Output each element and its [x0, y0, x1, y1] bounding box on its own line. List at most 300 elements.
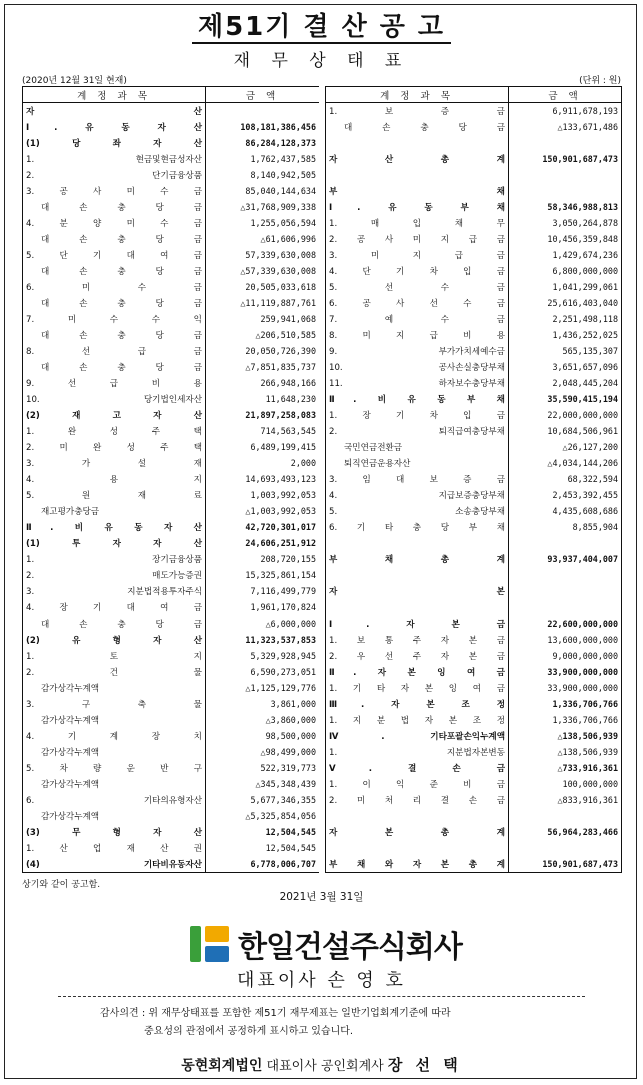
table-row [326, 199, 622, 215]
account-amount: 1,336,706,766 [552, 714, 618, 725]
account-name: 1. 장기금융상품 [23, 551, 206, 567]
account-amount: 57,339,630,008 [245, 250, 316, 261]
table-row [326, 551, 622, 567]
table-row [23, 311, 320, 327]
account-name: 2. 미 처 리 결 손 금 [326, 792, 509, 808]
unit-label: (단위 : 원) [579, 76, 621, 86]
table-row [326, 583, 622, 599]
account-name: 2. 퇴직급여충당부채 [326, 423, 509, 439]
account-amount: 8,855,904 [572, 522, 618, 533]
account-amount: 14,693,493,123 [245, 474, 316, 485]
ceo-name: 대표이사 손 영 호 [237, 970, 406, 991]
table-row [326, 375, 622, 391]
auditor-title: 대표이사 공인회계사 [266, 1059, 384, 1074]
account-amount: 1,003,992,053 [250, 490, 316, 501]
table-row [326, 359, 622, 375]
account-amount: △4,034,144,206 [547, 458, 618, 469]
account-amount: △26,127,200 [562, 442, 618, 453]
account-amount [509, 135, 622, 151]
account-amount: △6,000,000 [265, 618, 316, 629]
account-amount: 56,964,283,466 [547, 826, 618, 837]
account-name: (2) 재 고 자 산 [23, 407, 206, 423]
table-row [23, 551, 320, 567]
table-row [326, 311, 622, 327]
account-amount: 42,720,301,017 [245, 522, 316, 533]
account-name: Ⅱ. 비 유 동 부 채 [326, 391, 509, 407]
table-row [23, 247, 320, 263]
account-amount: 266,948,166 [260, 378, 316, 389]
account-name: 2. 건 물 [23, 664, 206, 680]
table-row [23, 231, 320, 247]
account-name: 4. 용 지 [23, 471, 206, 487]
account-amount: 11,323,537,853 [245, 634, 316, 645]
account-amount: △206,510,585 [255, 330, 316, 341]
account-amount: 13,600,000,000 [547, 634, 618, 645]
account-name: 감가상각누계액 [23, 776, 206, 792]
account-name: 2. 우 선 주 자 본 금 [326, 648, 509, 664]
account-amount [509, 535, 622, 551]
table-row [23, 583, 320, 599]
auditor-firm: 동현회계법인 [181, 1058, 263, 1074]
table-row [326, 840, 622, 856]
table-row [326, 471, 622, 487]
balance-sheet-right [325, 86, 622, 873]
account-amount: △11,119,887,761 [240, 298, 316, 309]
account-amount: 6,778,006,707 [206, 856, 320, 873]
account-amount [509, 583, 622, 599]
table-row [23, 680, 320, 696]
account-name: 대 손 충 당 금 [23, 327, 206, 343]
account-amount: 714,563,545 [260, 426, 316, 437]
balance-sheet [22, 86, 622, 873]
table-row [23, 744, 320, 760]
table-row [23, 632, 320, 648]
account-amount: 1,436,252,025 [552, 330, 618, 341]
account-name: Ⅰ. 유 동 자 산 [23, 119, 206, 135]
account-amount: 22,000,000,000 [547, 410, 618, 421]
account-name: 4. 분 양 미 수 금 [23, 215, 206, 231]
table-row [326, 776, 622, 792]
table-row [23, 183, 320, 199]
account-name: (1) 투 자 자 산 [23, 535, 206, 551]
table-row [326, 167, 622, 183]
account-name: 3. 지분법적용투자주식 [23, 583, 206, 599]
account-amount: 6,800,000,000 [552, 266, 618, 277]
account-amount: 2,048,445,204 [552, 378, 618, 389]
table-row [326, 439, 622, 455]
account-name: 10. 당기법인세자산 [23, 391, 206, 407]
account-name: 3. 구 축 물 [23, 696, 206, 712]
table-row [326, 696, 622, 712]
table-row [23, 119, 320, 135]
table-row [23, 135, 320, 151]
account-name: 3. 임 대 보 증 금 [326, 471, 509, 487]
account-name: 9. 선 급 비 용 [23, 375, 206, 391]
account-name: 5. 단 기 대 여 금 [23, 247, 206, 263]
account-name: 부 채 와 자 본 총 계 [326, 856, 509, 873]
account-name: 2. 매도가능증권 [23, 567, 206, 583]
account-name: 1. 이 익 준 비 금 [326, 776, 509, 792]
account-amount: 15,325,861,154 [245, 570, 316, 581]
account-amount: 25,616,403,040 [547, 298, 618, 309]
account-amount: 2,453,392,455 [552, 490, 618, 501]
column-header-amount: 금 액 [509, 87, 622, 103]
account-amount: 93,937,404,007 [547, 554, 618, 565]
account-amount: △98,499,000 [260, 746, 316, 757]
table-row [326, 680, 622, 696]
table-row [23, 455, 320, 471]
account-name: 5. 선 수 금 [326, 279, 509, 295]
page-subtitle: 재 무 상 태 표 [233, 51, 410, 71]
table-row [326, 664, 622, 680]
account-amount: 6,911,678,193 [552, 106, 618, 116]
table-row [23, 824, 320, 840]
account-amount [509, 167, 622, 183]
account-amount: △1,003,992,053 [245, 506, 316, 517]
account-name: 자 산 총 계 [326, 151, 509, 167]
notice-date: 2021년 3월 31일 [279, 891, 364, 903]
table-row [326, 103, 622, 120]
account-name: 감가상각누계액 [23, 744, 206, 760]
account-amount: 1,429,674,236 [552, 250, 618, 261]
table-row [326, 391, 622, 407]
account-amount: 20,505,033,618 [245, 282, 316, 293]
account-amount: 24,606,251,912 [245, 538, 316, 549]
table-row [23, 792, 320, 808]
account-name: 6. 기 타 충 당 부 채 [326, 519, 509, 535]
account-name: 4. 지급보증충당부채 [326, 487, 509, 503]
account-name: 5. 소송충당부채 [326, 503, 509, 519]
account-name: 3. 가 설 재 [23, 455, 206, 471]
table-row [23, 439, 320, 455]
account-name: 11. 하자보수충당부채 [326, 375, 509, 391]
account-amount: 20,050,726,390 [245, 346, 316, 357]
account-name: 10. 공사손실충당부채 [326, 359, 509, 375]
account-name: 9. 부가가치세예수금 [326, 343, 509, 359]
table-row [326, 343, 622, 359]
account-amount [509, 567, 622, 583]
account-name: Ⅰ. 유 동 부 채 [326, 199, 509, 215]
table-row [23, 151, 320, 167]
account-amount: 150,901,687,473 [509, 856, 622, 873]
account-amount: 208,720,155 [260, 554, 316, 565]
table-row [326, 263, 622, 279]
account-amount: △31,768,909,338 [240, 202, 316, 213]
account-name: Ⅲ. 자 본 조 정 [326, 696, 509, 712]
account-name: 5. 차 량 운 반 구 [23, 760, 206, 776]
account-amount: 5,677,346,355 [250, 794, 316, 805]
account-amount: 150,901,687,473 [542, 154, 618, 165]
account-name: 대 손 충 당 금 [23, 231, 206, 247]
account-amount: 21,897,258,083 [245, 410, 316, 421]
table-row [326, 231, 622, 247]
table-row [326, 215, 622, 231]
account-amount: 12,504,545 [265, 842, 316, 853]
table-row [326, 535, 622, 551]
company-logo [190, 922, 462, 966]
account-name: 7. 예 수 금 [326, 311, 509, 327]
account-name: 1. 현금및현금성자산 [23, 151, 206, 167]
account-name [326, 167, 509, 183]
account-amount: 565,135,307 [562, 346, 618, 357]
account-name [326, 567, 509, 583]
account-amount: 1,041,299,061 [552, 282, 618, 293]
table-row [326, 487, 622, 503]
account-name: 자 본 [326, 583, 509, 599]
account-amount: △133,671,486 [557, 122, 618, 133]
table-row [326, 712, 622, 728]
table-row [326, 616, 622, 632]
account-name [326, 840, 509, 856]
table-row [23, 519, 320, 535]
account-amount: 33,900,000,000 [547, 666, 618, 677]
account-amount: 86,284,128,373 [245, 138, 316, 149]
account-name: Ⅳ. 기타포괄손익누계액 [326, 728, 509, 744]
account-amount: 10,684,506,961 [547, 426, 618, 437]
table-row [23, 503, 320, 519]
account-name: 1. 매 입 채 무 [326, 215, 509, 231]
account-amount: 5,329,928,945 [250, 650, 316, 661]
notice-note: 상기와 같이 공고함. [22, 880, 101, 890]
table-row [326, 423, 622, 439]
account-amount: 259,941,068 [260, 314, 316, 325]
account-amount: 522,319,773 [260, 762, 316, 773]
table-row [23, 423, 320, 439]
table-row [23, 712, 320, 728]
audit-opinion-line2: 중요성의 관점에서 공정하게 표시하고 있습니다. [144, 1026, 354, 1037]
account-name: 3. 미 지 급 금 [326, 247, 509, 263]
account-amount: 4,435,608,686 [552, 506, 618, 517]
table-row [23, 263, 320, 279]
account-amount: 33,900,000,000 [547, 682, 618, 693]
account-name: (2) 유 형 자 산 [23, 632, 206, 648]
table-row [326, 455, 622, 471]
account-amount: 11,648,230 [265, 394, 316, 405]
table-row [23, 567, 320, 583]
table-row [326, 648, 622, 664]
account-name: 2. 단기금융상품 [23, 167, 206, 183]
table-row [326, 599, 622, 615]
account-name: 대 손 충 당 금 [23, 199, 206, 215]
account-amount: 3,651,657,096 [552, 362, 618, 373]
account-amount: 2,251,498,118 [552, 314, 618, 325]
account-name: 4. 장 기 대 여 금 [23, 599, 206, 615]
table-row [23, 391, 320, 407]
divider [58, 996, 585, 997]
account-name: 감가상각누계액 [23, 712, 206, 728]
table-row [23, 487, 320, 503]
account-amount: 68,322,594 [567, 474, 618, 485]
table-row [326, 295, 622, 311]
table-row [23, 167, 320, 183]
table-row [326, 247, 622, 263]
account-name: 대 손 충 당 금 [23, 295, 206, 311]
hanil-logo-icon [190, 926, 230, 962]
account-amount: 6,489,199,415 [250, 442, 316, 453]
account-name: Ⅴ. 결 손 금 [326, 760, 509, 776]
table-row [326, 119, 622, 135]
account-amount [509, 808, 622, 824]
account-name: (4) 기타비유동자산 [23, 856, 206, 873]
audit-opinion [100, 1005, 580, 1041]
account-amount: △1,125,129,776 [245, 682, 316, 693]
account-name: 자 산 [23, 103, 206, 120]
table-row [326, 824, 622, 840]
account-name: 대 손 충 당 금 [23, 263, 206, 279]
table-row [23, 648, 320, 664]
table-row [23, 103, 320, 120]
account-name: 1. 장 기 차 입 금 [326, 407, 509, 423]
page-title: 제51기 결 산 공 고 [0, 6, 643, 43]
account-name: 감가상각누계액 [23, 680, 206, 696]
column-header-account: 계 정 과 목 [23, 87, 206, 103]
account-name [326, 599, 509, 615]
account-amount: △345,348,439 [255, 778, 316, 789]
account-name: 대 손 충 당 금 [326, 119, 509, 135]
account-name: 8. 선 급 금 [23, 343, 206, 359]
table-row [326, 808, 622, 824]
account-name: 대 손 충 당 금 [23, 616, 206, 632]
table-row [326, 151, 622, 167]
account-name [326, 808, 509, 824]
account-name: 1. 지분법자본변동 [326, 744, 509, 760]
table-row [23, 295, 320, 311]
account-amount: 8,140,942,505 [250, 170, 316, 181]
auditor-name: 장 선 택 [387, 1056, 462, 1074]
table-row [23, 728, 320, 744]
account-name: 2. 공 사 미 지 급 금 [326, 231, 509, 247]
account-name: (3) 무 형 자 산 [23, 824, 206, 840]
account-name: 6. 기타의유형자산 [23, 792, 206, 808]
table-row [326, 519, 622, 535]
table-row [23, 343, 320, 359]
table-row [23, 599, 320, 615]
column-header-account: 계 정 과 목 [326, 87, 509, 103]
account-name: 5. 원 재 료 [23, 487, 206, 503]
account-amount: 12,504,545 [265, 826, 316, 837]
auditor-signature [0, 1054, 643, 1075]
table-row [23, 375, 320, 391]
account-name: Ⅱ. 자 본 잉 여 금 [326, 664, 509, 680]
company-name: 한일건설주식회사 [238, 930, 462, 965]
account-name: 부 채 총 계 [326, 551, 509, 567]
account-amount: 100,000,000 [562, 778, 618, 789]
account-amount: 2,000 [290, 458, 316, 469]
as-of-date: (2020년 12월 31일 현재) [22, 76, 127, 86]
table-row [326, 407, 622, 423]
table-row [23, 776, 320, 792]
account-amount: 1,336,706,766 [552, 698, 618, 709]
account-amount [206, 103, 320, 120]
table-row [326, 135, 622, 151]
table-row [326, 728, 622, 744]
account-name: 6. 미 수 금 [23, 279, 206, 295]
account-name: 퇴직연금운용자산 [326, 455, 509, 471]
table-row [23, 664, 320, 680]
account-amount: △833,916,361 [557, 794, 618, 805]
table-row [23, 407, 320, 423]
table-row [326, 327, 622, 343]
account-name: 부 채 [326, 183, 509, 199]
account-amount: △5,325,854,056 [245, 810, 316, 821]
account-amount: 58,346,988,813 [547, 202, 618, 213]
table-row [326, 760, 622, 776]
table-row [23, 535, 320, 551]
account-name: 3. 공 사 미 수 금 [23, 183, 206, 199]
table-row [23, 215, 320, 231]
table-row [23, 279, 320, 295]
account-amount [509, 183, 622, 199]
account-name: 1. 산 업 재 산 권 [23, 840, 206, 856]
table-row [23, 856, 320, 873]
table-row [23, 696, 320, 712]
account-name [326, 135, 509, 151]
account-amount [509, 840, 622, 856]
account-amount: △3,860,000 [265, 714, 316, 725]
account-name: 국민연금전환금 [326, 439, 509, 455]
table-row [23, 616, 320, 632]
account-amount: 3,050,264,878 [552, 218, 618, 229]
table-row [23, 471, 320, 487]
account-amount: △61,606,996 [260, 234, 316, 245]
account-amount: 108,181,386,456 [240, 122, 316, 133]
account-name: 1. 완 성 주 택 [23, 423, 206, 439]
table-row [326, 567, 622, 583]
account-name: 재고평가충당금 [23, 503, 206, 519]
account-amount: 9,000,000,000 [552, 650, 618, 661]
account-name: 6. 공 사 선 수 금 [326, 295, 509, 311]
column-header-amount: 금 액 [206, 87, 320, 103]
account-name: (1) 당 좌 자 산 [23, 135, 206, 151]
account-amount: 85,040,144,634 [245, 186, 316, 197]
account-amount: 1,762,437,585 [250, 154, 316, 165]
account-amount: △138,506,939 [557, 730, 618, 741]
account-name: 2. 미 완 성 주 택 [23, 439, 206, 455]
account-amount: 35,590,415,194 [547, 394, 618, 405]
account-amount: 6,590,273,051 [250, 666, 316, 677]
table-row [326, 744, 622, 760]
account-name: 대 손 충 당 금 [23, 359, 206, 375]
audit-opinion-line1: 감사의견 : 위 재무상태표를 포함한 제51기 재무제표는 일반기업회계기준에 따라 [100, 1008, 451, 1019]
table-row [23, 840, 320, 856]
account-amount: 98,500,000 [265, 730, 316, 741]
balance-sheet-left [22, 86, 319, 873]
account-name [326, 535, 509, 551]
account-name: Ⅰ. 자 본 금 [326, 616, 509, 632]
account-amount: 7,116,499,779 [250, 586, 316, 597]
account-name: Ⅱ. 비 유 동 자 산 [23, 519, 206, 535]
table-row [326, 183, 622, 199]
account-name: 감가상각누계액 [23, 808, 206, 824]
account-name: 자 본 총 계 [326, 824, 509, 840]
table-row [326, 279, 622, 295]
account-amount: 1,255,056,594 [250, 218, 316, 229]
account-name: 1. 보 통 주 자 본 금 [326, 632, 509, 648]
table-row [23, 359, 320, 375]
right-table-body [326, 103, 622, 873]
account-amount: 3,861,000 [270, 698, 316, 709]
table-row [23, 760, 320, 776]
account-name: 1. 지 분 법 자 본 조 정 [326, 712, 509, 728]
table-row [23, 327, 320, 343]
left-table-body [23, 103, 320, 873]
table-row [326, 632, 622, 648]
account-name: 4. 단 기 차 입 금 [326, 263, 509, 279]
account-amount: 1,961,170,824 [250, 602, 316, 613]
account-amount: △138,506,939 [557, 746, 618, 757]
account-name: 1. 보 증 금 [326, 103, 509, 120]
table-row [326, 792, 622, 808]
